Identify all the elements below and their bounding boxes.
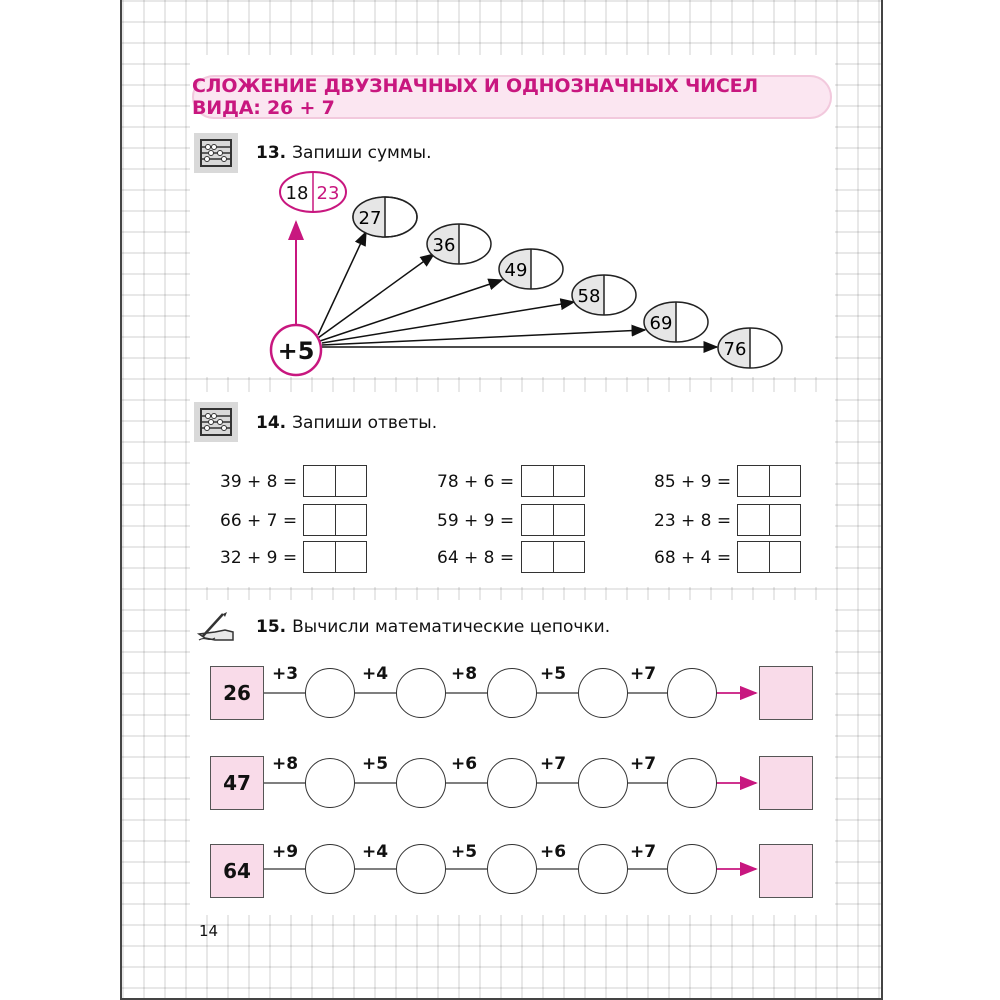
equation: 23 + 8 = — [654, 511, 732, 531]
task13-text: Запиши суммы. — [292, 143, 432, 163]
chain-operation: +7 — [540, 754, 567, 774]
equation: 39 + 8 = — [220, 472, 298, 492]
oval-value: 49 — [504, 260, 528, 281]
chain-answer-circle[interactable] — [487, 758, 537, 808]
chain-answer-circle[interactable] — [487, 844, 537, 894]
chain-operation: +8 — [272, 754, 299, 774]
chain-answer-circle[interactable] — [396, 668, 446, 718]
oval-value: 27 — [358, 208, 382, 229]
equation: 68 + 4 = — [654, 548, 732, 568]
equation: 85 + 9 = — [654, 472, 732, 492]
page-number: 14 — [199, 922, 219, 940]
task14-text: Запиши ответы. — [292, 413, 438, 433]
chain-answer-circle[interactable] — [305, 844, 355, 894]
equation: 78 + 6 = — [437, 472, 515, 492]
chain-operation: +7 — [630, 754, 657, 774]
chain-answer-circle[interactable] — [578, 758, 628, 808]
chain-start-value: 64 — [210, 844, 264, 898]
chain-result-box[interactable] — [759, 756, 813, 810]
chain-answer-circle[interactable] — [487, 668, 537, 718]
chain-answer-circle[interactable] — [305, 758, 355, 808]
oval-value: 69 — [649, 313, 673, 334]
chain-answer-circle[interactable] — [667, 758, 717, 808]
center-label: +5 — [277, 337, 315, 365]
oval-first-left: 18 — [285, 183, 309, 204]
oval-value: 58 — [577, 286, 601, 307]
chain-start-value: 26 — [210, 666, 264, 720]
chain-operation: +7 — [630, 842, 657, 862]
chain-answer-circle[interactable] — [667, 668, 717, 718]
equation: 59 + 9 = — [437, 511, 515, 531]
oval-value: 36 — [432, 235, 456, 256]
chain-answer-circle[interactable] — [396, 844, 446, 894]
chain-answer-circle[interactable] — [396, 758, 446, 808]
equation: 32 + 9 = — [220, 548, 298, 568]
page-title: СЛОЖЕНИЕ ДВУЗНАЧНЫХ И ОДНОЗНАЧНЫХ ЧИСЕЛ ВИДА: 26 + 7 — [192, 75, 832, 119]
chain-answer-circle[interactable] — [667, 844, 717, 894]
chain-answer-circle[interactable] — [578, 668, 628, 718]
chain-operation: +9 — [272, 842, 299, 862]
chain-answer-circle[interactable] — [305, 668, 355, 718]
chain-operation: +8 — [451, 664, 478, 684]
chain-operation: +3 — [272, 664, 299, 684]
chain-result-box[interactable] — [759, 666, 813, 720]
oval-first-right: 23 — [316, 183, 340, 204]
equation: 66 + 7 = — [220, 511, 298, 531]
chain-operation: +4 — [362, 664, 389, 684]
task15-text: Вычисли математические цепочки. — [292, 617, 611, 637]
oval-value: 76 — [723, 339, 747, 360]
chain-operation: +6 — [540, 842, 567, 862]
chain-operation: +5 — [540, 664, 567, 684]
equation: 64 + 8 = — [437, 548, 515, 568]
chain-operation: +6 — [451, 754, 478, 774]
chain-operation: +5 — [451, 842, 478, 862]
task14-number: 14. — [256, 413, 287, 433]
chain-operation: +4 — [362, 842, 389, 862]
chain-operation: +7 — [630, 664, 657, 684]
chain-start-value: 47 — [210, 756, 264, 810]
task15-number: 15. — [256, 617, 287, 637]
chain-operation: +5 — [362, 754, 389, 774]
chain-answer-circle[interactable] — [578, 844, 628, 894]
task13-number: 13. — [256, 143, 287, 163]
chain-result-box[interactable] — [759, 844, 813, 898]
